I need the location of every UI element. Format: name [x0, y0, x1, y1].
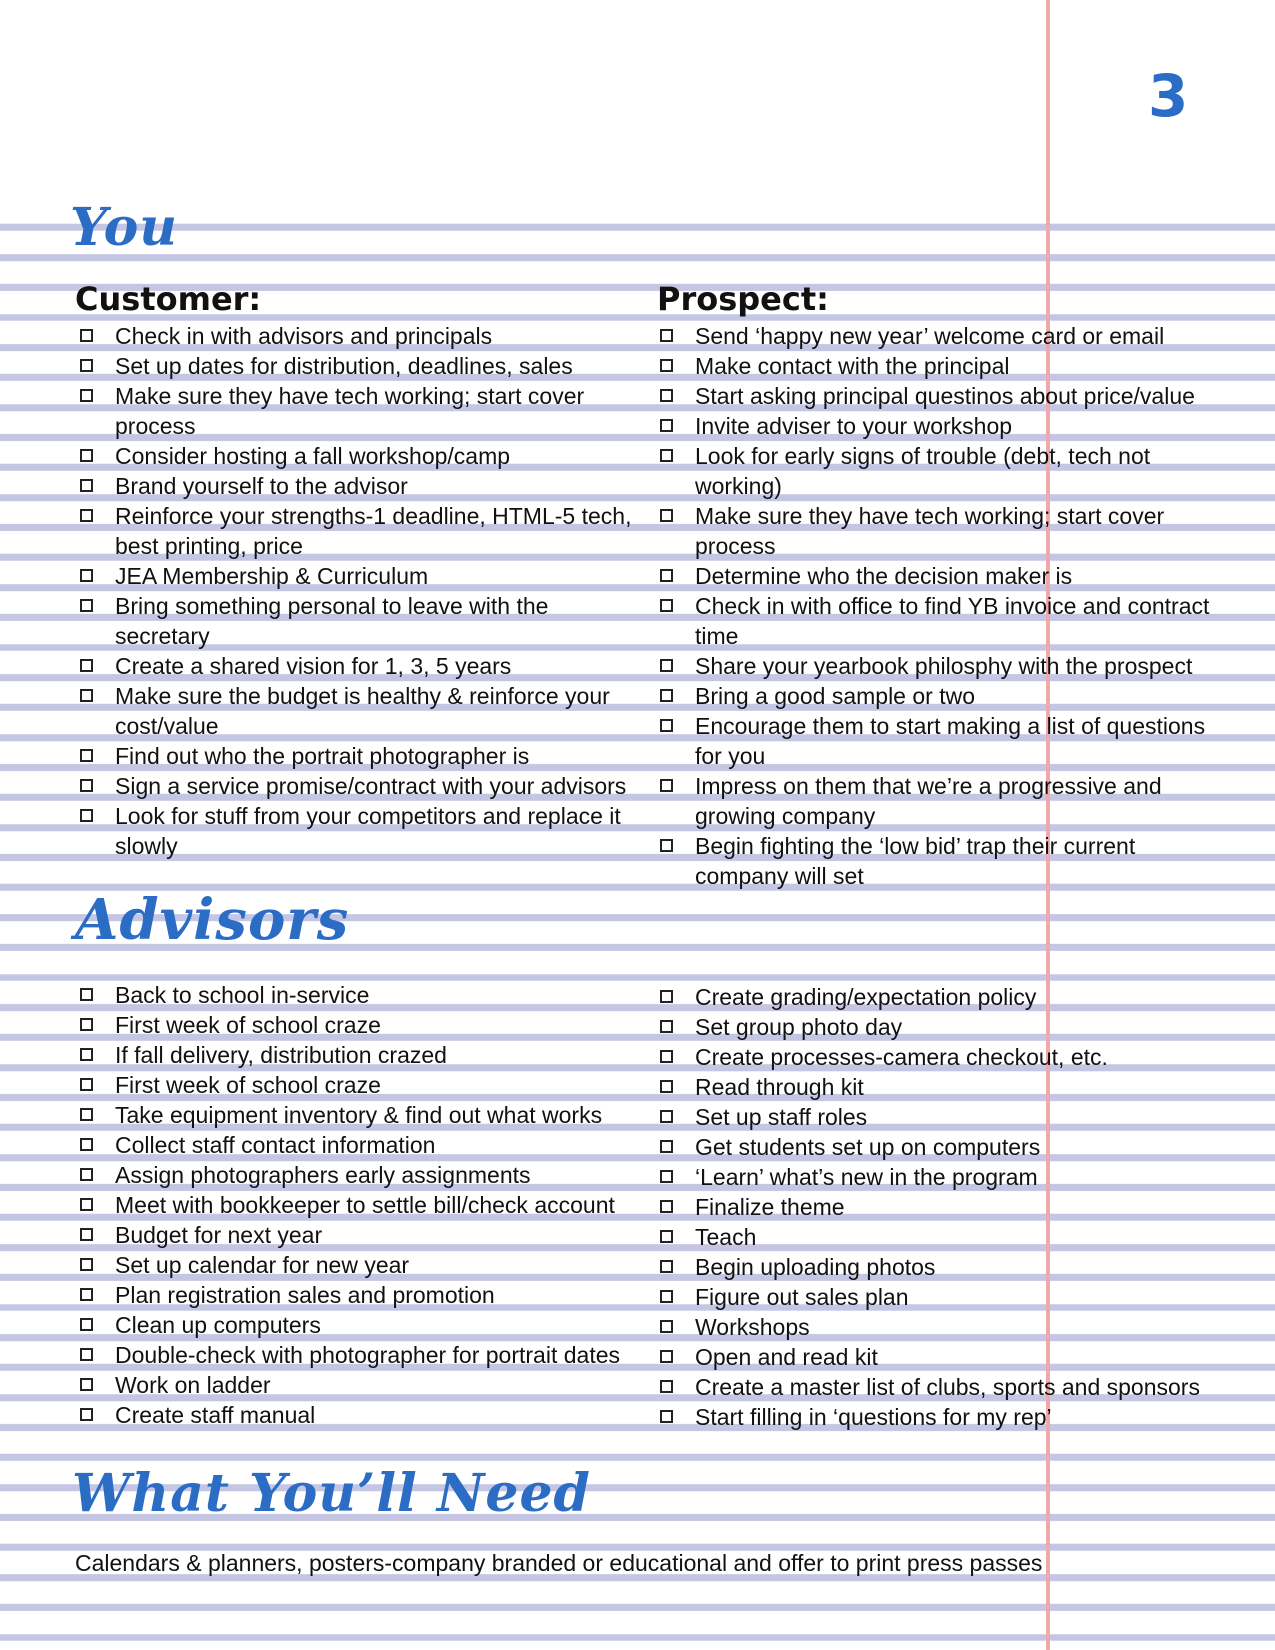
checklist-item	[78, 1010, 638, 1040]
customer-checklist	[78, 321, 638, 861]
checklist-item-text: Reinforce your strengths-1 deadline, HTML-5 tech, best printing, price	[115, 503, 632, 559]
checklist-item	[78, 1220, 638, 1250]
checkbox[interactable]	[660, 599, 673, 612]
checkbox[interactable]	[660, 1140, 673, 1153]
needs-description: Calendars & planners, posters-company branded or educational and offer to print press passes	[75, 1550, 1043, 1576]
checklist-item-text: Create staff manual	[115, 1402, 316, 1428]
checklist-item-text: Plan registration sales and promotion	[115, 1282, 495, 1308]
checkbox[interactable]	[80, 1318, 93, 1331]
checklist-item	[658, 1192, 1218, 1222]
checklist-item-text: Create a master list of clubs, sports and sponsors	[695, 1374, 1200, 1400]
checklist-item-text: Make sure they have tech working; start cover process	[115, 383, 585, 439]
checklist-item-text: Get students set up on computers	[695, 1134, 1041, 1160]
checkbox[interactable]	[660, 779, 673, 792]
checklist-item	[658, 1252, 1218, 1282]
checklist-item	[658, 411, 1218, 441]
section-title-what-youll-need: What You’ll Need	[72, 1463, 591, 1524]
checkbox[interactable]	[80, 1198, 93, 1211]
checklist-item	[78, 1310, 638, 1340]
checkbox[interactable]	[660, 1230, 673, 1243]
checkbox[interactable]	[80, 1378, 93, 1391]
checklist-item	[658, 771, 1218, 831]
checklist-item	[78, 681, 638, 741]
checklist-item	[78, 1190, 638, 1220]
checkbox[interactable]	[80, 1288, 93, 1301]
checklist-item	[78, 651, 638, 681]
checklist-item	[78, 351, 638, 381]
checkbox[interactable]	[80, 1138, 93, 1151]
checklist-item-text: Make sure they have tech working; start cover process	[695, 503, 1165, 559]
checklist-item-text: Assign photographers early assignments	[115, 1162, 531, 1188]
checklist-item	[78, 471, 638, 501]
checklist-item-text: Workshops	[695, 1314, 810, 1340]
checklist-item-text: Find out who the portrait photographer is	[115, 743, 530, 769]
checkbox[interactable]	[80, 509, 93, 522]
checkbox[interactable]	[660, 1260, 673, 1273]
checkbox[interactable]	[80, 1048, 93, 1061]
prospect-heading: Prospect:	[657, 280, 829, 318]
checklist-item	[658, 1282, 1218, 1312]
checklist-item	[658, 1072, 1218, 1102]
checklist-item	[658, 501, 1218, 561]
checkbox[interactable]	[660, 359, 673, 372]
checkbox[interactable]	[660, 1320, 673, 1333]
checklist-item-text: Collect staff contact information	[115, 1132, 436, 1158]
checkbox[interactable]	[660, 569, 673, 582]
checklist-item	[658, 681, 1218, 711]
checklist-item-text: Take equipment inventory & find out what works	[115, 1102, 603, 1128]
section-title-advisors: Advisors	[75, 887, 350, 953]
checklist-item-text: Send ‘happy new year’ welcome card or email	[695, 323, 1165, 349]
checkbox[interactable]	[660, 449, 673, 462]
checklist-item-text: Begin fighting the ‘low bid’ trap their current company will set	[695, 833, 1136, 889]
checklist-item	[78, 801, 638, 861]
customer-heading: Customer:	[75, 280, 262, 318]
checklist-item-text: Work on ladder	[115, 1372, 271, 1398]
checklist-item-text: Read through kit	[695, 1074, 864, 1100]
checklist-item-text: JEA Membership & Curriculum	[115, 563, 429, 589]
checklist-item	[78, 1070, 638, 1100]
checklist-item	[658, 831, 1218, 891]
checkbox[interactable]	[80, 359, 93, 372]
checklist-item	[78, 591, 638, 651]
checklist-item	[658, 1012, 1218, 1042]
checklist-item-text: Make contact with the principal	[695, 353, 1010, 379]
checklist-item	[78, 1130, 638, 1160]
checkbox[interactable]	[80, 1108, 93, 1121]
checkbox[interactable]	[660, 1080, 673, 1093]
checklist-item	[78, 1040, 638, 1070]
checkbox[interactable]	[80, 449, 93, 462]
checkbox[interactable]	[80, 329, 93, 342]
checklist-item	[78, 771, 638, 801]
checkbox[interactable]	[660, 1170, 673, 1183]
checkbox[interactable]	[80, 1018, 93, 1031]
checklist-item	[658, 651, 1218, 681]
checklist-item	[658, 351, 1218, 381]
checklist-item-text: Budget for next year	[115, 1222, 323, 1248]
checklist-item	[78, 1160, 638, 1190]
checkbox[interactable]	[660, 719, 673, 732]
checklist-item-text: Bring a good sample or two	[695, 683, 975, 709]
checkbox[interactable]	[80, 1258, 93, 1271]
checklist-item-text: ‘Learn’ what’s new in the program	[695, 1164, 1038, 1190]
checkbox[interactable]	[80, 389, 93, 402]
checklist-item-text: If fall delivery, distribution crazed	[115, 1042, 447, 1068]
checkbox[interactable]	[660, 509, 673, 522]
checklist-item	[658, 1402, 1218, 1432]
checklist-item	[658, 1372, 1218, 1402]
checklist-item	[658, 982, 1218, 1012]
checklist-item	[78, 1250, 638, 1280]
checklist-item	[658, 1162, 1218, 1192]
checklist-item	[658, 591, 1218, 651]
checkbox[interactable]	[660, 389, 673, 402]
checklist-item	[78, 1100, 638, 1130]
checklist-item-text: Finalize theme	[695, 1194, 845, 1220]
checklist-item	[78, 1370, 638, 1400]
checklist-item-text: Set up calendar for new year	[115, 1252, 410, 1278]
checklist-item-text: Brand yourself to the advisor	[115, 473, 408, 499]
checklist-item	[658, 381, 1218, 411]
checkbox[interactable]	[660, 1020, 673, 1033]
checklist-item-text: Start filling in ‘questions for my rep’	[695, 1404, 1052, 1430]
checklist-item	[658, 1312, 1218, 1342]
checklist-item-text: Create a shared vision for 1, 3, 5 years	[115, 653, 512, 679]
checklist-item	[658, 1342, 1218, 1372]
checklist-item-text: Open and read kit	[695, 1344, 878, 1370]
checklist-item-text: Start asking principal questinos about price/value	[695, 383, 1195, 409]
checklist-item-text: Check in with advisors and principals	[115, 323, 493, 349]
checklist-item	[658, 561, 1218, 591]
checklist-item	[658, 1222, 1218, 1252]
checklist-item-text: Look for early signs of trouble (debt, tech not working)	[695, 443, 1151, 499]
checklist-item-text: Invite adviser to your workshop	[695, 413, 1013, 439]
checklist-item-text: Impress on them that we’re a progressive and growing company	[695, 773, 1162, 829]
checkbox[interactable]	[80, 779, 93, 792]
checklist-item-text: Look for stuff from your competitors and replace it slowly	[115, 803, 621, 859]
checklist-item-text: Check in with office to find YB invoice and contract time	[695, 593, 1210, 649]
checkbox[interactable]	[660, 1110, 673, 1123]
checklist-item	[78, 1400, 638, 1430]
checkbox[interactable]	[80, 1078, 93, 1091]
checklist-item	[78, 501, 638, 561]
checkbox[interactable]	[80, 1348, 93, 1361]
checklist-item-text: Make sure the budget is healthy & reinforce your cost/value	[115, 683, 610, 739]
advisors-left-checklist	[78, 980, 638, 1430]
checkbox[interactable]	[80, 479, 93, 492]
checklist-item-text: First week of school craze	[115, 1072, 381, 1098]
checklist-item-text: Create grading/expectation policy	[695, 984, 1037, 1010]
checklist-item-text: Figure out sales plan	[695, 1284, 909, 1310]
checklist-item-text: Clean up computers	[115, 1312, 321, 1338]
checkbox[interactable]	[80, 1408, 93, 1421]
checklist-item-text: Set up staff roles	[695, 1104, 868, 1130]
checkbox[interactable]	[660, 990, 673, 1003]
checklist-item	[658, 1132, 1218, 1162]
section-title-you: You	[70, 197, 179, 258]
checklist-item	[78, 381, 638, 441]
checklist-item-text: Create processes-camera checkout, etc.	[695, 1044, 1108, 1070]
checklist-item	[658, 711, 1218, 771]
checklist-item	[78, 1280, 638, 1310]
checklist-item-text: Sign a service promise/contract with your advisors	[115, 773, 627, 799]
checklist-item-text: Begin uploading photos	[695, 1254, 936, 1280]
checklist-item-text: Determine who the decision maker is	[695, 563, 1073, 589]
checklist-item	[658, 1042, 1218, 1072]
checklist-item-text: Back to school in-service	[115, 982, 370, 1008]
top-blank-area	[0, 0, 1275, 210]
checkbox[interactable]	[80, 569, 93, 582]
page-number: 3	[1148, 62, 1189, 130]
checklist-item	[78, 561, 638, 591]
checklist-item	[78, 741, 638, 771]
checkbox[interactable]	[660, 419, 673, 432]
prospect-checklist	[658, 321, 1218, 891]
checkbox[interactable]	[660, 1050, 673, 1063]
checklist-item-text: Meet with bookkeeper to settle bill/check account	[115, 1192, 615, 1218]
checklist-item-text: Share your yearbook philosphy with the prospect	[695, 653, 1193, 679]
checkbox[interactable]	[660, 839, 673, 852]
checklist-item	[78, 980, 638, 1010]
advisors-right-checklist	[658, 982, 1218, 1432]
checklist-item	[78, 321, 638, 351]
checklist-item-text: First week of school craze	[115, 1012, 381, 1038]
checklist-item	[658, 321, 1218, 351]
checkbox[interactable]	[80, 1228, 93, 1241]
checklist-item	[658, 441, 1218, 501]
checklist-item	[78, 441, 638, 471]
checkbox[interactable]	[660, 1380, 673, 1393]
checkbox[interactable]	[660, 1350, 673, 1363]
checkbox[interactable]	[80, 689, 93, 702]
checklist-item-text: Double-check with photographer for portrait dates	[115, 1342, 621, 1368]
checkbox[interactable]	[80, 988, 93, 1001]
checklist-item-text: Bring something personal to leave with the secretary	[115, 593, 549, 649]
checkbox[interactable]	[660, 329, 673, 342]
checklist-item-text: Consider hosting a fall workshop/camp	[115, 443, 511, 469]
checklist-item-text: Teach	[695, 1224, 757, 1250]
checkbox[interactable]	[660, 1200, 673, 1213]
checklist-item-text: Set up dates for distribution, deadlines, sales	[115, 353, 573, 379]
checkbox[interactable]	[80, 809, 93, 822]
checkbox[interactable]	[80, 659, 93, 672]
checkbox[interactable]	[660, 689, 673, 702]
checkbox[interactable]	[80, 1168, 93, 1181]
checkbox[interactable]	[660, 659, 673, 672]
checklist-item	[658, 1102, 1218, 1132]
checklist-item-text: Encourage them to start making a list of questions for you	[695, 713, 1206, 769]
checklist-item-text: Set group photo day	[695, 1014, 903, 1040]
checkbox[interactable]	[80, 599, 93, 612]
checklist-item	[78, 1340, 638, 1370]
checkbox[interactable]	[660, 1290, 673, 1303]
checkbox[interactable]	[660, 1410, 673, 1423]
checkbox[interactable]	[80, 749, 93, 762]
